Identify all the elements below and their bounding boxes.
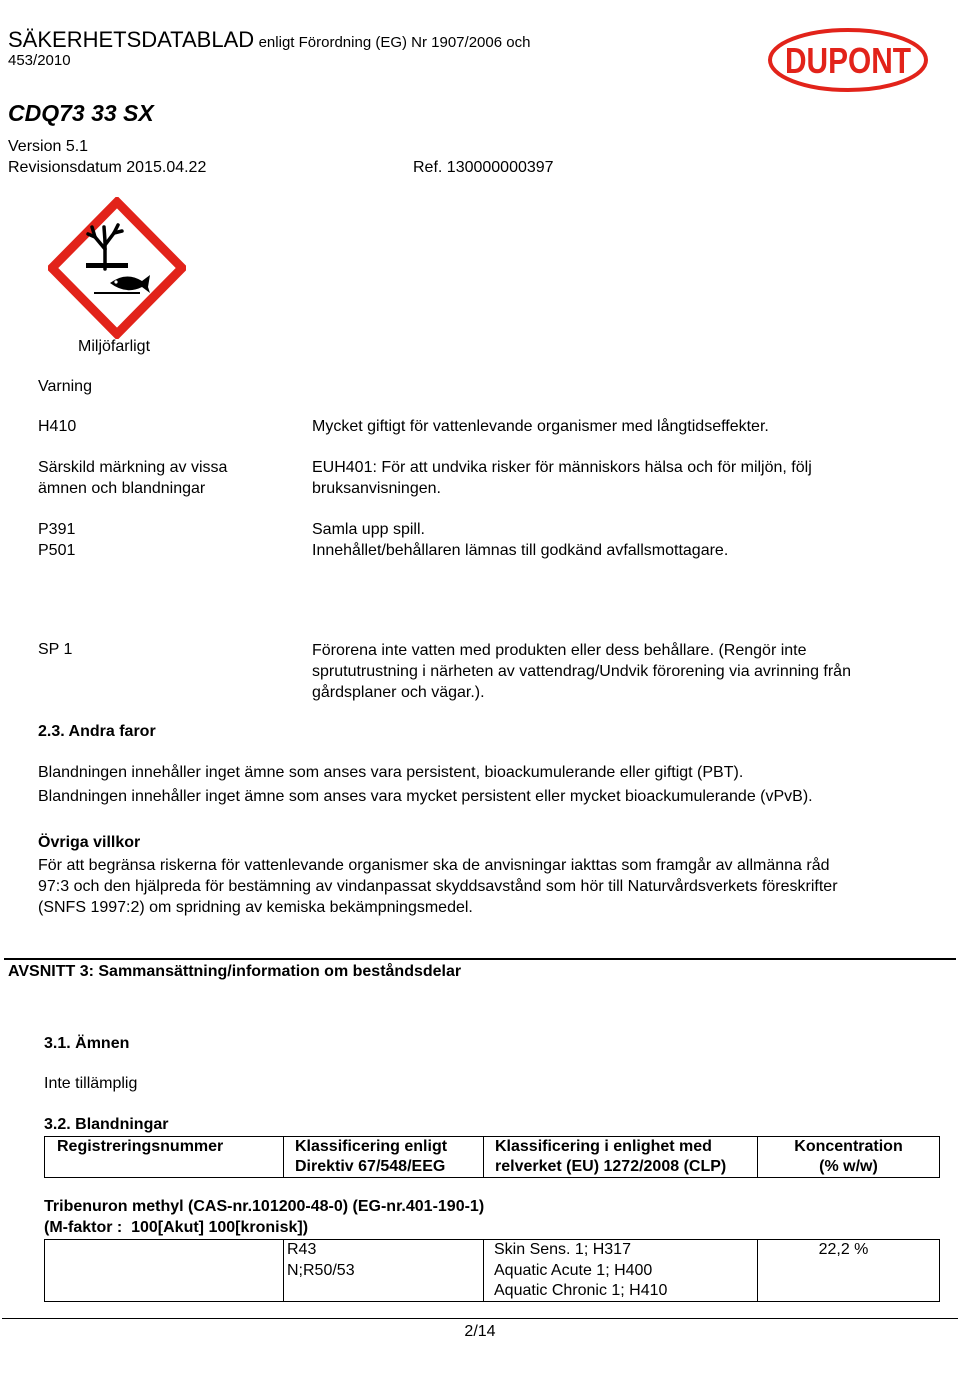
version: Version 5.1 xyxy=(8,138,89,155)
substances-heading: 3.1. Ämnen xyxy=(44,1035,130,1052)
precautionary-code: P391 xyxy=(38,521,76,538)
clp-classification-line: Skin Sens. 1; H317 xyxy=(494,1241,631,1258)
sp-statement xyxy=(312,640,851,703)
composition-table-row xyxy=(44,1239,940,1302)
column-header-line: Klassificering enligt xyxy=(295,1138,448,1155)
hazard-code: H410 xyxy=(38,418,77,435)
logo-text: DUPONT xyxy=(785,40,912,81)
special-labelling-label xyxy=(38,457,227,499)
revision-date: Revisionsdatum 2015.04.22 xyxy=(8,159,207,176)
reference-number: Ref. 130000000397 xyxy=(413,159,554,176)
substances-text: Inte tillämplig xyxy=(44,1075,138,1092)
precautionary-statement: Samla upp spill. xyxy=(312,521,425,538)
footer-divider xyxy=(2,1318,958,1319)
sp-statement-line: Förorena inte vatten med produkten eller dess behållare. (Rengör inte xyxy=(312,642,807,659)
other-conditions-line: (SNFS 1997:2) om spridning av kemiska bekämpningsmedel. xyxy=(38,899,473,916)
column-header-line: Klassificering i enlighet med xyxy=(495,1138,712,1155)
dupont-logo xyxy=(766,26,930,94)
section-divider xyxy=(4,958,956,960)
column-header-line: relverket (EU) 1272/2008 (CLP) xyxy=(495,1158,727,1175)
clp-classification-line: Aquatic Chronic 1; H410 xyxy=(494,1282,668,1299)
column-header-line: Registreringsnummer xyxy=(57,1138,224,1155)
special-labelling-text-line: EUH401: För att undvika risker för människors hälsa och för miljön, följ xyxy=(312,459,812,476)
signal-word: Varning xyxy=(38,378,92,395)
column-header-registration xyxy=(45,1137,283,1177)
precautionary-codes xyxy=(38,519,75,561)
cell-registration xyxy=(45,1240,283,1301)
other-hazards-heading: 2.3. Andra faror xyxy=(38,723,156,740)
product-name: CDQ73 33 SX xyxy=(8,100,154,126)
dsd-classification-line: N;R50/53 xyxy=(287,1261,355,1279)
cell-clp-classification xyxy=(483,1240,757,1301)
precautionary-statement: Innehållet/behållaren lämnas till godkänd avfallsmottagare. xyxy=(312,542,729,559)
other-conditions-line: För att begränsa riskerna för vattenlevande organismer ska de anvisningar iakttas som framgår av allmänna råd xyxy=(38,857,830,874)
special-labelling-text-line: bruksanvisningen. xyxy=(312,480,441,497)
hazard-statement: Mycket giftigt för vattenlevande organismer med långtidseffekter. xyxy=(312,418,769,435)
column-header-line: (% w/w) xyxy=(819,1158,878,1175)
other-conditions-text xyxy=(38,855,838,918)
component-m-factor: (M-faktor : 100[Akut] 100[kronisk]) xyxy=(44,1219,309,1236)
page-number: 2/14 xyxy=(464,1323,496,1340)
cell-dsd-classification xyxy=(283,1240,483,1301)
precautionary-statements xyxy=(312,519,728,561)
dsd-classification-line: R43 xyxy=(287,1241,317,1258)
column-header-line: Koncentration xyxy=(794,1138,903,1155)
regulation-reference: enligt Förordning (EG) Nr 1907/2006 och xyxy=(258,34,531,51)
environment-hazard-icon xyxy=(48,197,186,339)
column-header-line: Direktiv 67/548/EEG xyxy=(295,1158,446,1175)
pictogram-label: Miljöfarligt xyxy=(78,338,151,355)
column-header-clp xyxy=(483,1137,757,1177)
sp-statement-line: gårdsplaner och vägar.). xyxy=(312,684,485,701)
column-header-dsd xyxy=(283,1137,483,1177)
sp-statement-line: sprututrustning i närheten av vattendrag/Undvik förorening via avrinning från xyxy=(312,663,851,680)
component-name: Tribenuron methyl (CAS-nr.101200-48-0) (EG-nr.401-190-1) xyxy=(44,1198,485,1215)
special-labelling-label-line: Särskild märkning av vissa xyxy=(38,459,228,476)
clp-classification-line: Aquatic Acute 1; H400 xyxy=(494,1261,653,1279)
regulation-reference-cont: 453/2010 xyxy=(8,52,71,69)
column-header-concentration xyxy=(757,1137,939,1177)
pbt-statement: Blandningen innehåller inget ämne som anses vara persistent, bioackumulerande eller giftigt (PBT). xyxy=(38,764,744,781)
document-title: SÄKERHETSDATABLAD xyxy=(8,27,255,52)
special-labelling-label-line: ämnen och blandningar xyxy=(38,480,206,497)
section-3-heading: AVSNITT 3: Sammansättning/information om beståndsdelar xyxy=(8,963,462,980)
special-labelling-text xyxy=(312,457,812,499)
document-title-line xyxy=(8,27,530,53)
sp-code: SP 1 xyxy=(38,641,73,658)
precautionary-code: P501 xyxy=(38,542,76,559)
composition-table-header xyxy=(44,1136,940,1178)
other-conditions-heading: Övriga villkor xyxy=(38,834,141,851)
cell-concentration: 22,2 % xyxy=(757,1240,939,1301)
vpvb-statement: Blandningen innehåller inget ämne som anses vara mycket persistent eller mycket bioackumulerande (vPvB). xyxy=(38,788,813,805)
other-conditions-line: 97:3 och den hjälpreda för bestämning av vindanpassat skyddsavstånd som hör till Naturvårdsverkets föreskrifter xyxy=(38,878,838,895)
mixtures-heading: 3.2. Blandningar xyxy=(44,1116,169,1133)
